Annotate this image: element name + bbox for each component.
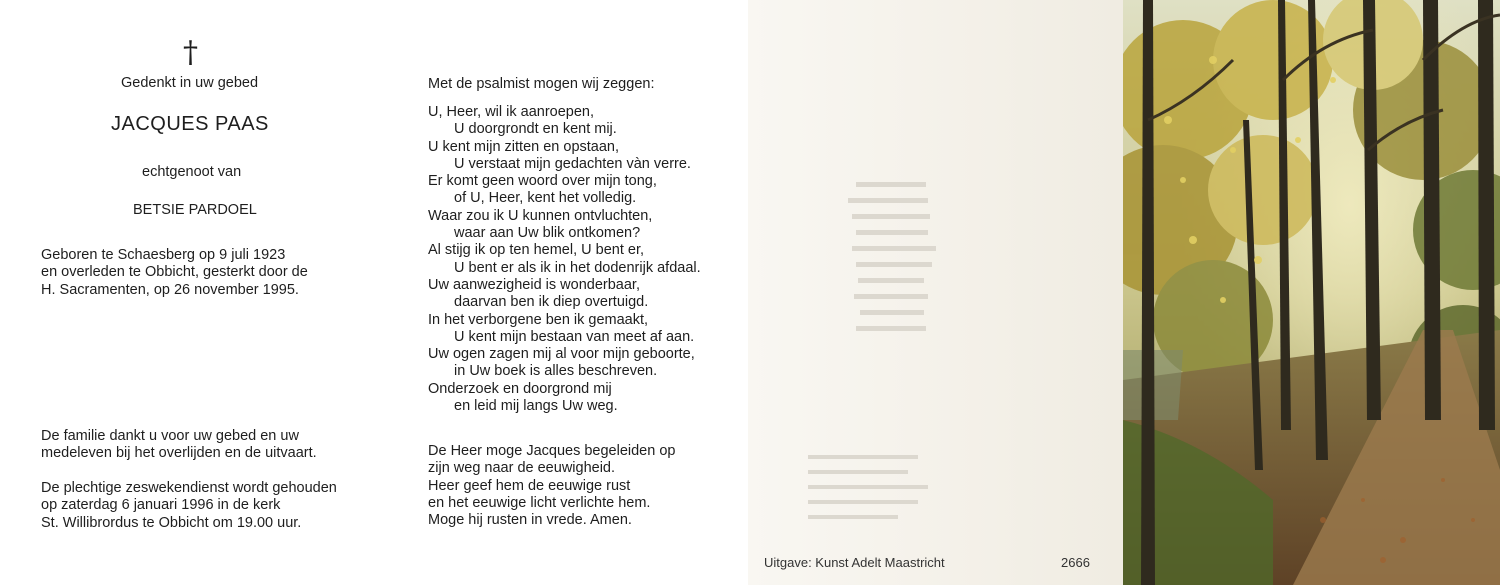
forest-photo xyxy=(1123,0,1500,585)
relation: echtgenoot van xyxy=(142,164,242,180)
catalog-number: 2666 xyxy=(1061,555,1090,570)
psalm-line: Waar zou ik U kunnen ontvluchten, xyxy=(428,207,653,224)
psalm-line: en leid mij langs Uw weg. xyxy=(454,398,618,415)
service-block xyxy=(41,480,337,532)
psalm-line: in Uw boek is alles beschreven. xyxy=(454,363,658,380)
thanks-block xyxy=(41,428,317,463)
prayer-line: en het eeuwige licht verlichte hem. xyxy=(428,494,651,511)
prayer-block xyxy=(428,443,675,529)
heading: Gedenkt in uw gebed xyxy=(121,75,259,91)
autumn-forest-image xyxy=(1123,0,1500,585)
bio-line: Geboren te Schaesberg op 9 juli 1923 xyxy=(41,247,286,263)
prayer-line: Heer geef hem de eeuwige rust xyxy=(428,477,631,494)
psalm-line: U, Heer, wil ik aanroepen, xyxy=(428,104,595,120)
spouse-name: BETSIE PARDOEL xyxy=(133,202,257,218)
bio-line: en overleden te Obbicht, gesterkt door de xyxy=(41,264,308,281)
psalm-line: U kent mijn zitten en opstaan, xyxy=(428,138,620,155)
psalm-line: Uw aanwezigheid is wonderbaar, xyxy=(428,276,640,293)
psalm-block xyxy=(428,104,701,415)
inner-spread xyxy=(0,0,748,585)
psalm-line: U kent mijn bestaan van meet af aan. xyxy=(454,328,695,345)
prayer-line: Moge hij rusten in vrede. Amen. xyxy=(428,512,632,529)
service-line: op zaterdag 6 januari 1996 in de kerk xyxy=(41,497,281,514)
psalm-line: Onderzoek en doorgrond mij xyxy=(428,380,612,397)
psalm-line: Uw ogen zagen mij al voor mijn geboorte, xyxy=(428,346,695,363)
psalm-line: U bent er als ik in het dodenrijk afdaal. xyxy=(454,259,701,276)
thanks-line: De familie dankt u voor uw gebed en uw xyxy=(41,428,299,444)
psalm-line: Al stijg ik op ten hemel, U bent er, xyxy=(428,242,644,259)
bio-line: H. Sacramenten, op 26 november 1995. xyxy=(41,281,299,298)
psalm-line: Er komt geen woord over mijn tong, xyxy=(428,173,657,190)
prayer-line: De Heer moge Jacques begeleiden op xyxy=(428,443,676,459)
paper-texture xyxy=(748,0,1123,585)
psalm-line: daarvan ben ik diep overtuigd. xyxy=(454,294,649,311)
publisher-imprint: Uitgave: Kunst Adelt Maastricht xyxy=(764,555,945,570)
back-cover xyxy=(748,0,1123,585)
cross-icon: † xyxy=(183,35,198,70)
psalm-line: U verstaat mijn gedachten vàn verre. xyxy=(454,155,691,172)
psalm-line: of U, Heer, kent het volledig. xyxy=(454,190,637,207)
service-line: St. Willibrordus te Obbicht om 19.00 uur. xyxy=(41,514,302,531)
psalm-line: U doorgrondt en kent mij. xyxy=(454,121,617,138)
prayer-line: zijn weg naar de eeuwigheid. xyxy=(428,460,616,477)
psalm-intro: Met de psalmist mogen wij zeggen: xyxy=(428,76,655,92)
psalm-line: waar aan Uw blik ontkomen? xyxy=(454,225,641,242)
thanks-line: medeleven bij het overlijden en de uitvaart. xyxy=(41,445,317,462)
service-line: De plechtige zeswekendienst wordt gehouden xyxy=(41,480,337,496)
bio-block xyxy=(41,247,308,299)
psalm-line: In het verborgene ben ik gemaakt, xyxy=(428,311,649,328)
deceased-name: JACQUES PAAS xyxy=(111,113,269,135)
